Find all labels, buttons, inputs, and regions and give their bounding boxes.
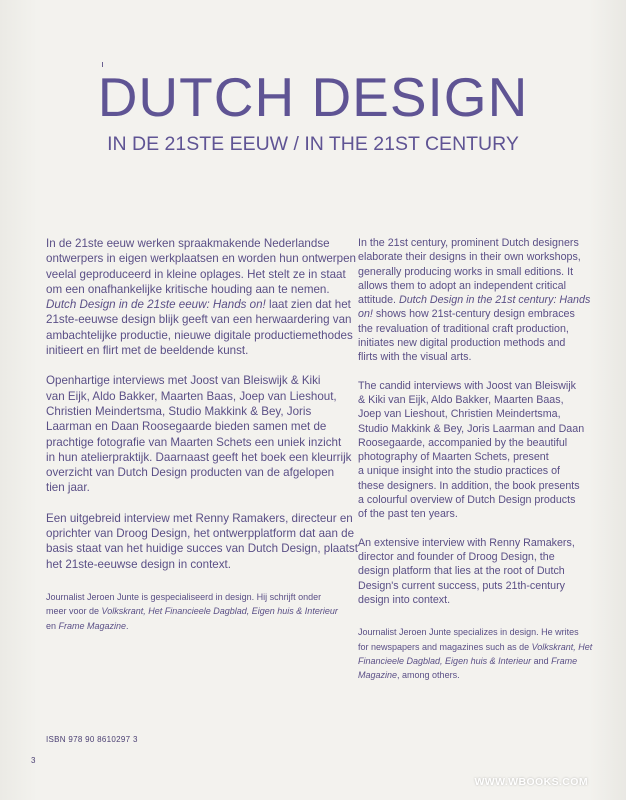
publication-names-italic: Volkskrant, Het Financieele Dagblad, Eigen huis & Interieur [101, 606, 338, 617]
text-fragment: en [46, 620, 59, 631]
text-line: a unique insight into the studio practices of [358, 465, 561, 478]
text-line: these designers. In addition, the book presents [358, 479, 580, 492]
english-paragraph-2 [358, 379, 588, 522]
text-line: Christien Meindertsma, Studio Makkink & Bey, Joris [46, 404, 312, 418]
text-line: Openhartige interviews met Joost van Bleiswijk & Kiki [46, 374, 321, 388]
text-line: In de 21ste eeuw werken spraakmakende Nederlandse [46, 237, 330, 250]
text-line [358, 640, 593, 654]
text-line: director and founder of Droog Design, the [358, 550, 555, 563]
text-line: om een onafhankelijke kritische houding aan te nemen. [46, 282, 330, 296]
text-fragment: . [126, 620, 129, 631]
text-line: van Eijk, Aldo Bakker, Maarten Baas, Joep van Lieshout, [46, 389, 337, 403]
publication-name-italic: Frame Magazine [58, 620, 127, 631]
text-line: initiates new digital production methods and [358, 337, 566, 350]
publication-names-italic: Financieele Dagblad, Eigen huis & Interieur [358, 655, 532, 666]
dutch-column [46, 236, 358, 633]
text-line: flirts with the visual arts. [358, 351, 472, 364]
text-line: allows them to adopt an independent critical [358, 279, 566, 292]
publication-name-italic: Frame [551, 655, 578, 666]
text-line: The candid interviews with Joost van Bleiswijk [358, 379, 576, 392]
text-fragment: meer voor de [46, 606, 102, 617]
text-line: ontwerpers in eigen werkplaatsen en worden hun ontwerpen [46, 252, 357, 266]
text-line: generally producing works in small editions. It [358, 265, 574, 278]
text-line: a colourful overview of Dutch Design products [358, 494, 576, 507]
text-line: overzicht van Dutch Design producten van de afgelopen [46, 466, 335, 480]
text-line: Journalist Jeroen Junte is gespecialiseerd in design. Hij schrijft onder [46, 591, 322, 602]
english-column [358, 236, 593, 683]
text-line: the revaluation of traditional craft production, [358, 322, 569, 335]
text-line [46, 297, 351, 312]
english-paragraph-1 [358, 236, 591, 365]
book-title: DUTCH DESIGN [97, 66, 529, 128]
text-line: Laarman en Daan Roosegaarde bieden samen met de [46, 420, 327, 434]
printer-mark-number: 3 [31, 756, 36, 765]
book-title-italic: on! [358, 308, 373, 321]
text-line: design into context. [358, 593, 451, 606]
book-title-italic: Dutch Design in de 21ste eeuw: Hands on! [46, 298, 266, 312]
text-line: In the 21st century, prominent Dutch designers [358, 237, 579, 249]
text-line: of the past ten years. [358, 508, 458, 521]
publication-name-italic: Volkskrant, Het [531, 641, 593, 652]
text-line: tien jaar. [46, 481, 90, 495]
text-line: basis staat van het huidige succes van Dutch Design, plaatst [46, 542, 358, 556]
text-line [358, 654, 588, 668]
text-line [358, 293, 591, 307]
text-fragment: and [531, 655, 552, 666]
text-line: Joep van Lieshout, Christien Meindertsma, [358, 408, 561, 421]
text-line: prachtige fotografie van Maarten Schets een uniek inzicht [46, 435, 342, 449]
text-line: het 21ste-eeuwse design in context. [46, 557, 231, 571]
english-author-bio [358, 625, 593, 683]
text-line [46, 604, 338, 618]
text-line: Journalist Jeroen Junte specializes in design. He writes [358, 627, 579, 638]
watermark: WWW.WBOOKS.COM [474, 776, 588, 788]
book-subtitle: IN DE 21STE EEUW / IN THE 21ST CENTURY [107, 133, 519, 155]
text-line: 21ste-eeuwse design blijk geeft van een herwaardering van [46, 313, 352, 327]
text-line: Een uitgebreid interview met Renny Ramakers, directeur en [46, 511, 353, 525]
dutch-author-bio [46, 590, 338, 633]
text-line: Roosegaarde, accompanied by the beautiful [358, 436, 568, 449]
text-fragment: shows how 21st-century design embraces [372, 308, 575, 321]
text-line: initieert en flirt met de beeldende kunst. [46, 344, 249, 358]
text-line: in hun atelierpraktijk. Daarnaast geeft het boek een kleurrijk [46, 450, 352, 464]
text-fragment: laat zien dat het [265, 298, 351, 312]
text-line: elaborate their designs in their own workshops, [358, 251, 581, 264]
english-paragraph-3 [358, 536, 588, 607]
dutch-paragraph-2 [46, 373, 352, 495]
publication-name-italic: Magazine [358, 670, 398, 681]
text-line: photography of Maarten Schets, present [358, 451, 549, 464]
text-line: veelal geproduceerd in kleine oplages. Het stelt ze in staat [46, 267, 346, 281]
text-fragment: attitude. [358, 294, 399, 307]
text-line: ambachtelijke productie, nieuwe digitale productiemethodes [46, 328, 353, 342]
dutch-paragraph-3 [46, 511, 358, 572]
dutch-paragraph-1 [46, 236, 357, 358]
text-line [46, 619, 338, 633]
book-title-italic: Dutch Design in the 21st century: Hands [399, 294, 591, 307]
text-fragment: , among others. [397, 670, 460, 681]
isbn: ISBN 978 90 8610297 3 [46, 735, 138, 744]
text-line [358, 668, 588, 682]
text-line: Design's current success, puts 21th-century [358, 579, 565, 592]
text-line: oprichter van Droog Design, het ontwerpplatform dat aan de [46, 527, 355, 541]
text-line: design platform that lies at the root of Dutch [358, 565, 565, 578]
text-line [358, 307, 588, 321]
text-line: & Kiki van Eijk, Aldo Bakker, Maarten Baas, [358, 393, 564, 406]
text-fragment: for newspapers and magazines such as de [358, 641, 532, 652]
text-line: An extensive interview with Renny Ramakers, [358, 536, 575, 549]
text-line: Studio Makkink & Bey, Joris Laarman and Daan [358, 422, 585, 435]
